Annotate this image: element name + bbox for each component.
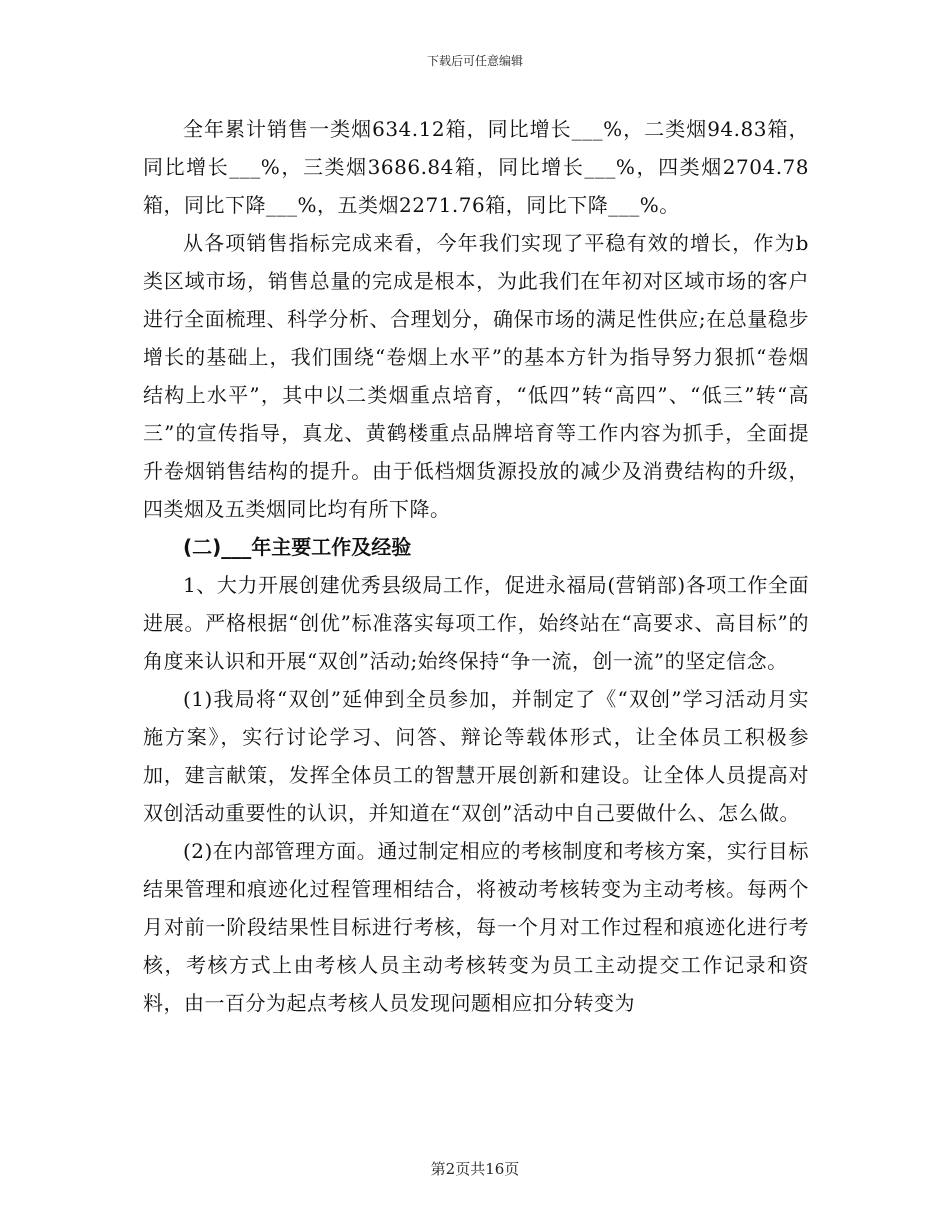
paragraph-sales-analysis: 从各项销售指标完成来看，今年我们实现了平稳有效的增长，作为b类区域市场，销售总量的完成是根本，为此我们在年初对区域市场的客户进行全面梳理、科学分析、合理划分，确保市场的满足性供应;在总量稳步增长的基础上，我们围绕“卷烟上水平”的基本方针为指导努力狠抓“卷烟结构上水平”，其中以二类烟重点培育，“低四”转“高四”、“低三”转“高三”的宣传指导，真龙、黄鹤楼重点品牌培育等工作内容为抓手，全面提升卷烟销售结构的提升。由于低档烟货源投放的减少及消费结构的升级，四类烟及五类烟同比均有所下降。: [143, 231, 809, 521]
paragraph-item-1-sub-1: (1)我局将“双创”延伸到全员参加，并制定了《“双创”学习活动月实施方案》，实行讨论学习、问答、辩论等载体形式，让全体员工积极参加，建言献策，发挥全体员工的智慧开展创新和建设。让全体人员提高对双创活动重要性的认识，并知道在“双创”活动中自己要做什么、怎么做。: [143, 687, 809, 825]
page-header: 下载后可任意编辑: [426, 54, 523, 68]
page-footer: 第2页共16页: [430, 1160, 520, 1178]
paragraph-item-1-sub-2: (2)在内部管理方面。通过制定相应的考核制度和考核方案，实行目标结果管理和痕迹化过程管理相结合，将被动考核转变为主动考核。每两个月对前一阶段结果性目标进行考核，每一个月对工作过程和痕迹化进行考核，考核方式上由考核人员主动考核转变为员工主动提交工作记录和资料，由一百分为起点考核人员发现问题相应扣分转变为: [143, 839, 809, 1015]
paragraph-item-1: 1、大力开展创建优秀县级局工作，促进永福局(营销部)各项工作全面进展。严格根据“创优”标准落实每项工作，始终站在“高要求、高目标”的角度来认识和开展“双创”活动;始终保持“争一流，创一流”的坚定信念。: [143, 573, 809, 673]
document-body: [143, 110, 809, 1022]
paragraph-sales-totals: 全年累计销售一类烟634.12箱，同比增长___%，二类烟94.83箱，同比增长___%，三类烟3686.84箱，同比增长___%，四类烟2704.78箱，同比下降___%，五类烟2271.76箱，同比下降___%。: [143, 117, 809, 217]
section-heading: (二)___年主要工作及经验: [183, 535, 412, 559]
